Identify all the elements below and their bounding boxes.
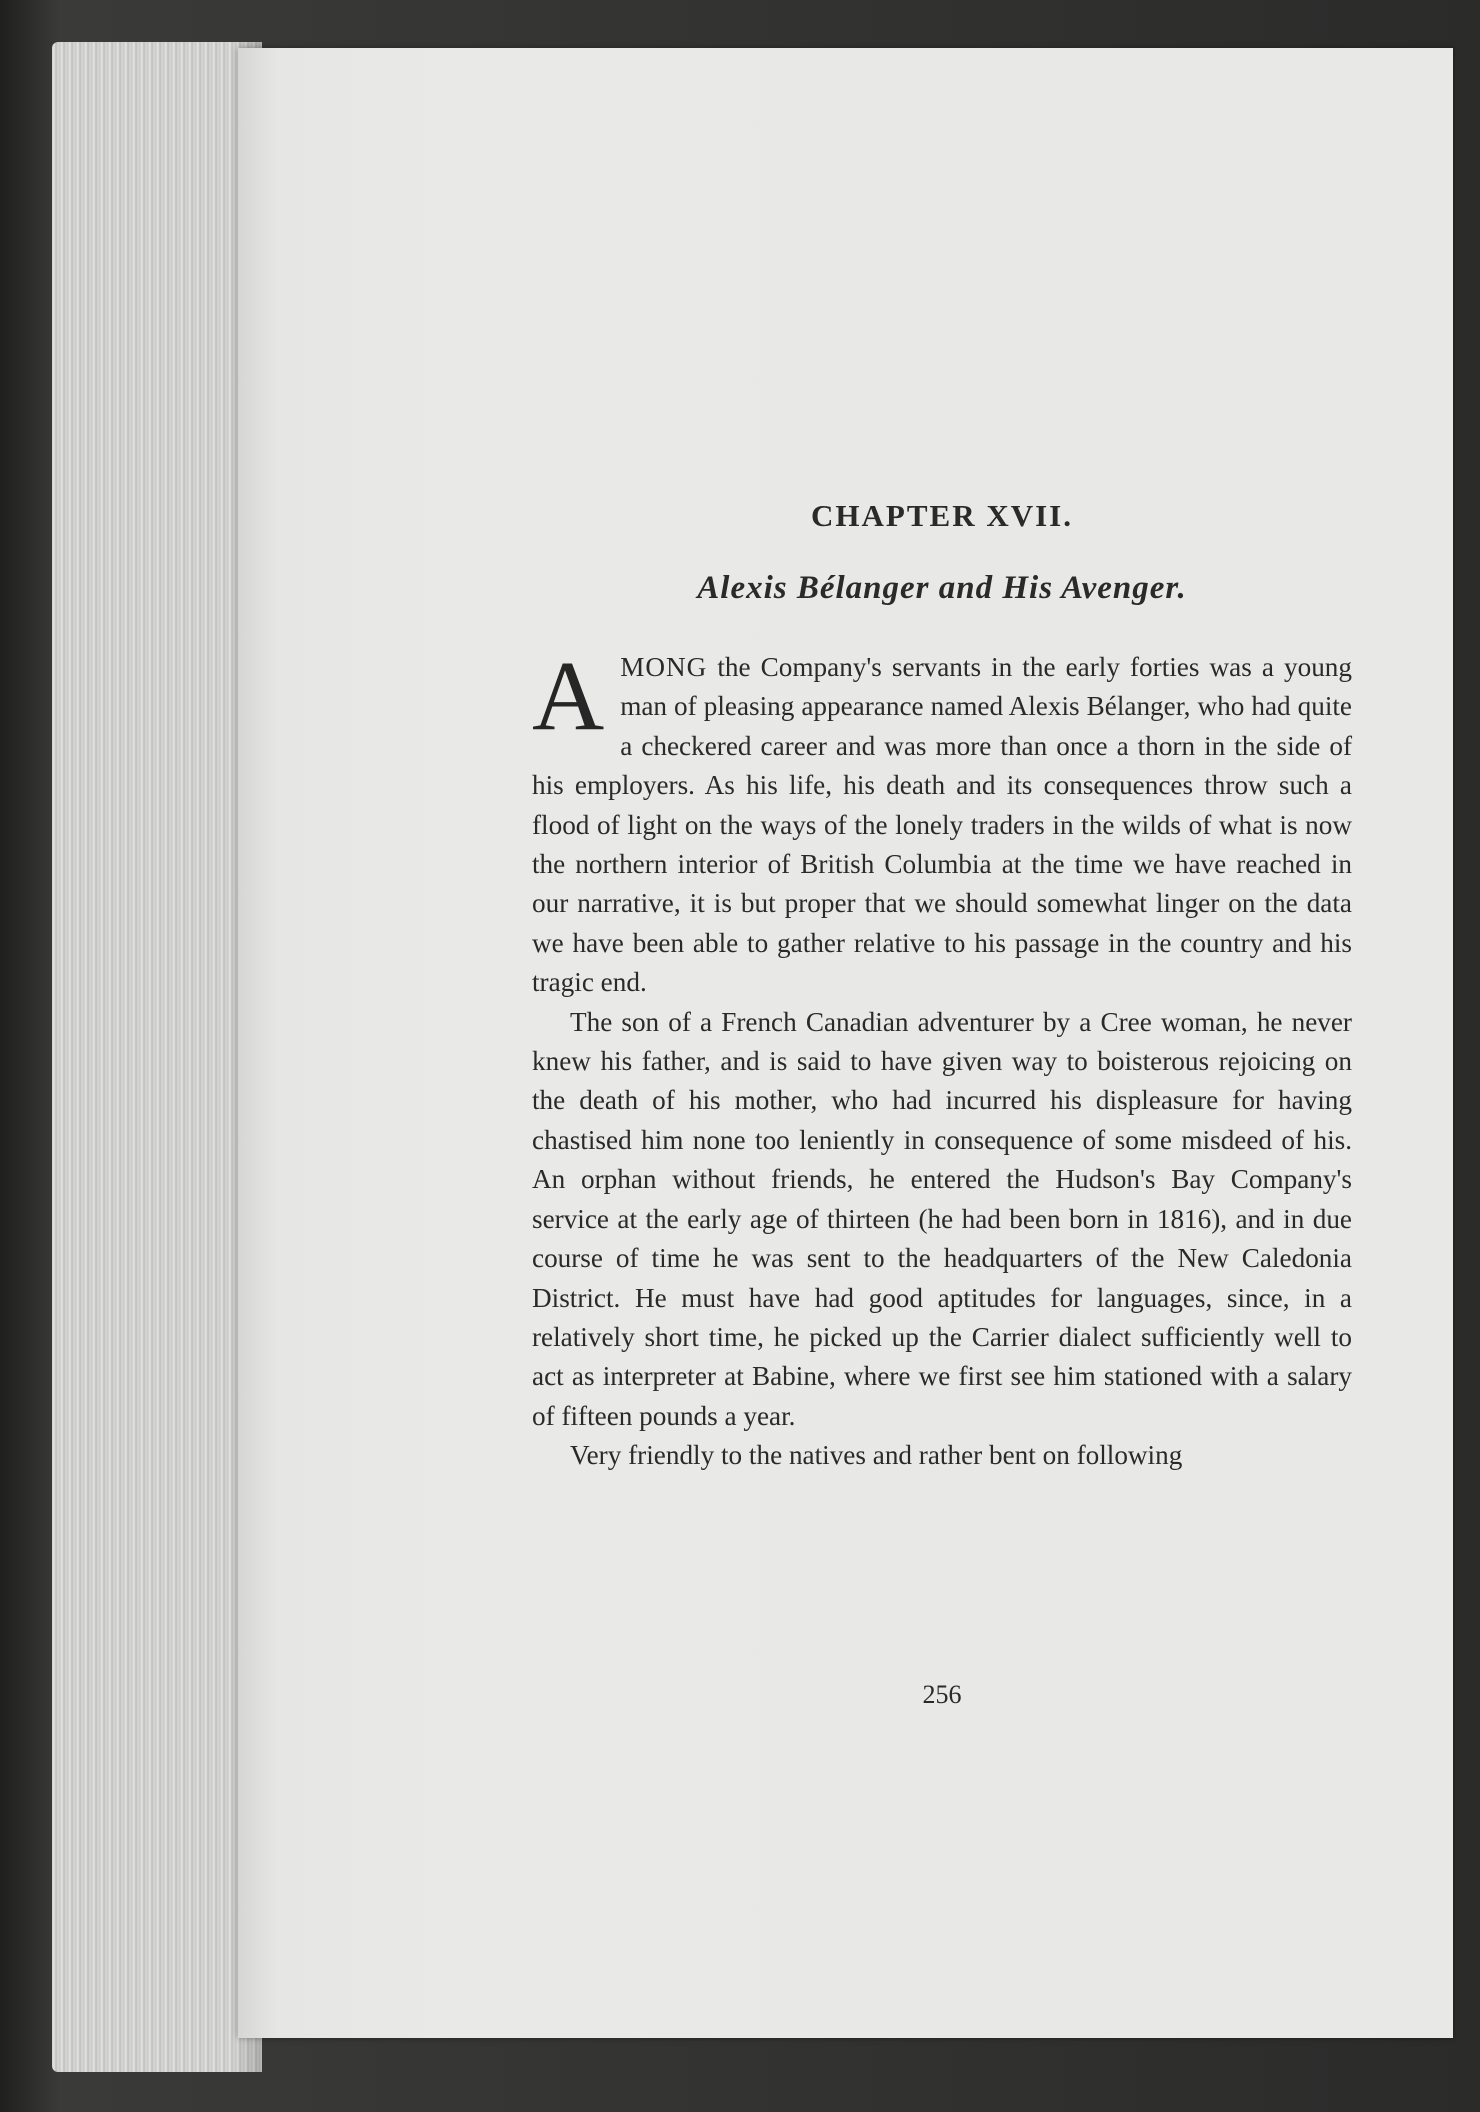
chapter-title: Alexis Bélanger and His Avenger. <box>697 570 1187 606</box>
paragraph-1-lead: MONG <box>620 652 708 682</box>
book-page-edges <box>52 42 262 2072</box>
paragraph-3: Very friendly to the natives and rather bent on following <box>570 1440 1183 1471</box>
paragraph-1 <box>532 640 1352 1003</box>
chapter-body <box>532 640 1352 1476</box>
page-number: 256 <box>922 1680 962 1709</box>
chapter-number: CHAPTER XVII. <box>811 498 1073 533</box>
paragraph-2: The son of a French Canadian adventurer by a Cree woman, he never knew his father, and is said to have given way to boisterous rejoicing on the death of his mother, who had incurred his displeasure for having chastised him none too leniently in consequence of some misdeed of his. An orphan without friends, he entered the Hudson's Bay Company's service at the early age of thirteen (he had been born in 1816), and in due course of time he was sent to the headquarters of the New Caledonia District. He must have had good aptitudes for languages, since, in a relatively short time, he picked up the Carrier dialect sufficiently well to act as interpreter at Babine, where we first see him stationed with a salary of fifteen pounds a year. <box>532 1006 1352 1431</box>
paragraph-1-text: the Company's servants in the early forties was a young man of pleasing appearance named Alexis Bélanger, who had quite a checkered career and was more than once a thorn in the side of his employers. As his life, his death and its consequences throw such a flood of light on the ways of the lonely traders in the wilds of what is now the northern interior of British Columbia at the time we have reached in our narrative, it is but proper that we should somewhat linger on the data we have been able to gather relative to his passage in the country and his tragic end. <box>532 652 1352 998</box>
drop-cap: A <box>532 640 605 751</box>
